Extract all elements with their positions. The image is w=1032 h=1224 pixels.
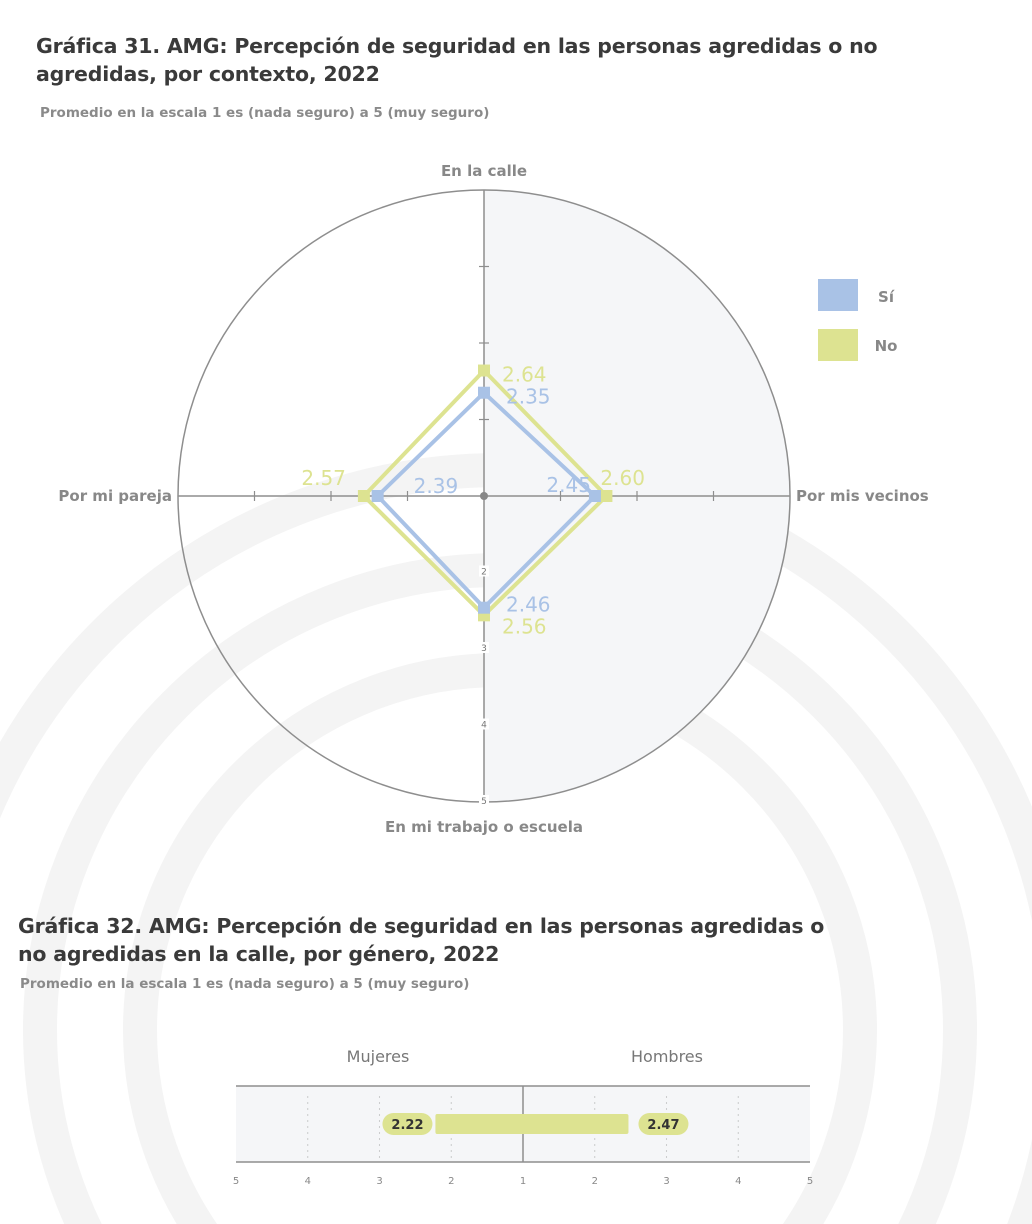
axis-label-por-mi-pareja: Por mi pareja [58,487,172,505]
grid-dot [594,1102,595,1103]
grid-dot [738,1150,739,1151]
radar-scale-label: 5 [481,797,487,807]
bar-tick-label: 3 [376,1176,383,1187]
bar-tick-label: 2 [448,1176,455,1187]
legend-label-si: Sí [878,288,894,306]
grid-dot [738,1096,739,1097]
grid-dot [379,1150,380,1151]
chart32-subtitle: Promedio en la escala 1 es (nada seguro) a 5 (muy seguro) [20,976,470,992]
grid-dot [379,1108,380,1109]
grid-dot [738,1120,739,1121]
grid-dot [666,1102,667,1103]
grid-dot [666,1138,667,1139]
grid-dot [307,1132,308,1133]
grid-dot [451,1108,452,1109]
grid-dot [307,1102,308,1103]
grid-dot [307,1144,308,1145]
grid-dot [666,1108,667,1109]
radar-scale-label: 2 [481,567,487,578]
bar-tick-label: 4 [304,1176,311,1187]
grid-dot [379,1144,380,1145]
grid-dot [379,1114,380,1115]
grid-dot [307,1150,308,1151]
grid-dot [307,1156,308,1157]
category-label-hombres: Hombres [631,1047,703,1066]
grid-dot [379,1120,380,1121]
grid-dot [307,1108,308,1109]
grid-dot [666,1150,667,1151]
grid-dot [666,1096,667,1097]
radar-data-label: 2.45 [546,473,591,497]
grid-dot [594,1108,595,1109]
bar-tick-label: 5 [232,1176,240,1187]
chart32-title: Gráfica 32. AMG: Percepción de seguridad en las personas agredidas o no agredidas en la calle, por género, 2022 [18,914,825,966]
grid-dot [594,1138,595,1139]
data-label-hombres: 2.47 [647,1118,680,1133]
radar-data-label: 2.35 [506,384,551,409]
grid-dot [451,1138,452,1139]
grid-dot [738,1132,739,1133]
grid-dot [594,1150,595,1151]
radar-data-label: 2.57 [301,466,346,490]
radar-data-label: 2.60 [600,466,645,490]
grid-dot [666,1156,667,1157]
grid-dot [379,1126,380,1127]
grid-dot [451,1150,452,1151]
grid-dot [594,1156,595,1157]
grid-dot [451,1102,452,1103]
grid-dot [738,1114,739,1115]
grid-dot [738,1138,739,1139]
axis-label-por-mis-vecinos: Por mis vecinos [796,487,929,505]
grid-dot [307,1120,308,1121]
radar-data-label: 2.39 [413,474,459,498]
grid-dot [307,1126,308,1127]
bar-hombres [435,1114,628,1134]
grid-dot [379,1138,380,1139]
chart31-subtitle: Promedio en la escala 1 es (nada seguro) a 5 (muy seguro) [40,105,490,121]
bar-tick-label: 3 [663,1176,670,1187]
grid-dot [451,1156,452,1157]
grid-dot [379,1132,380,1133]
legend-label-no: No [874,337,898,355]
radar-data-label: 2.64 [502,362,547,387]
grid-dot [451,1096,452,1097]
grid-dot [307,1096,308,1097]
category-label-mujeres: Mujeres [346,1047,410,1066]
grid-dot [307,1114,308,1115]
axis-label-en-la-calle: En la calle [440,162,528,180]
grid-dot [379,1102,380,1103]
axis-label-en-mi-trabajo-o-escuela: En mi trabajo o escuela [385,818,583,836]
grid-dot [666,1144,667,1145]
radar-scale-label: 3 [481,644,487,654]
grid-dot [307,1138,308,1139]
grid-dot [738,1144,739,1145]
grid-dot [379,1156,380,1157]
radar-data-label: 2.56 [502,614,547,639]
grid-dot [594,1096,595,1097]
grid-dot [738,1126,739,1127]
bar-tick-label: 5 [806,1176,814,1187]
bar-tick-label: 1 [519,1176,527,1187]
grid-dot [738,1102,739,1103]
grid-dot [738,1108,739,1109]
chart31-title: Gráfica 31. AMG: Percepción de seguridad en las personas agredidas o no agredidas, por contexto, 2022 [36,34,878,86]
grid-dot [451,1144,452,1145]
data-label-mujeres: 2.22 [391,1118,424,1133]
grid-dot [738,1156,739,1157]
radar-data-label: 2.46 [506,592,551,617]
grid-dot [379,1096,380,1097]
grid-dot [594,1144,595,1145]
bar-tick-label: 4 [735,1176,742,1187]
radar-scale-label: 4 [481,720,487,731]
bar-tick-label: 2 [591,1176,598,1187]
